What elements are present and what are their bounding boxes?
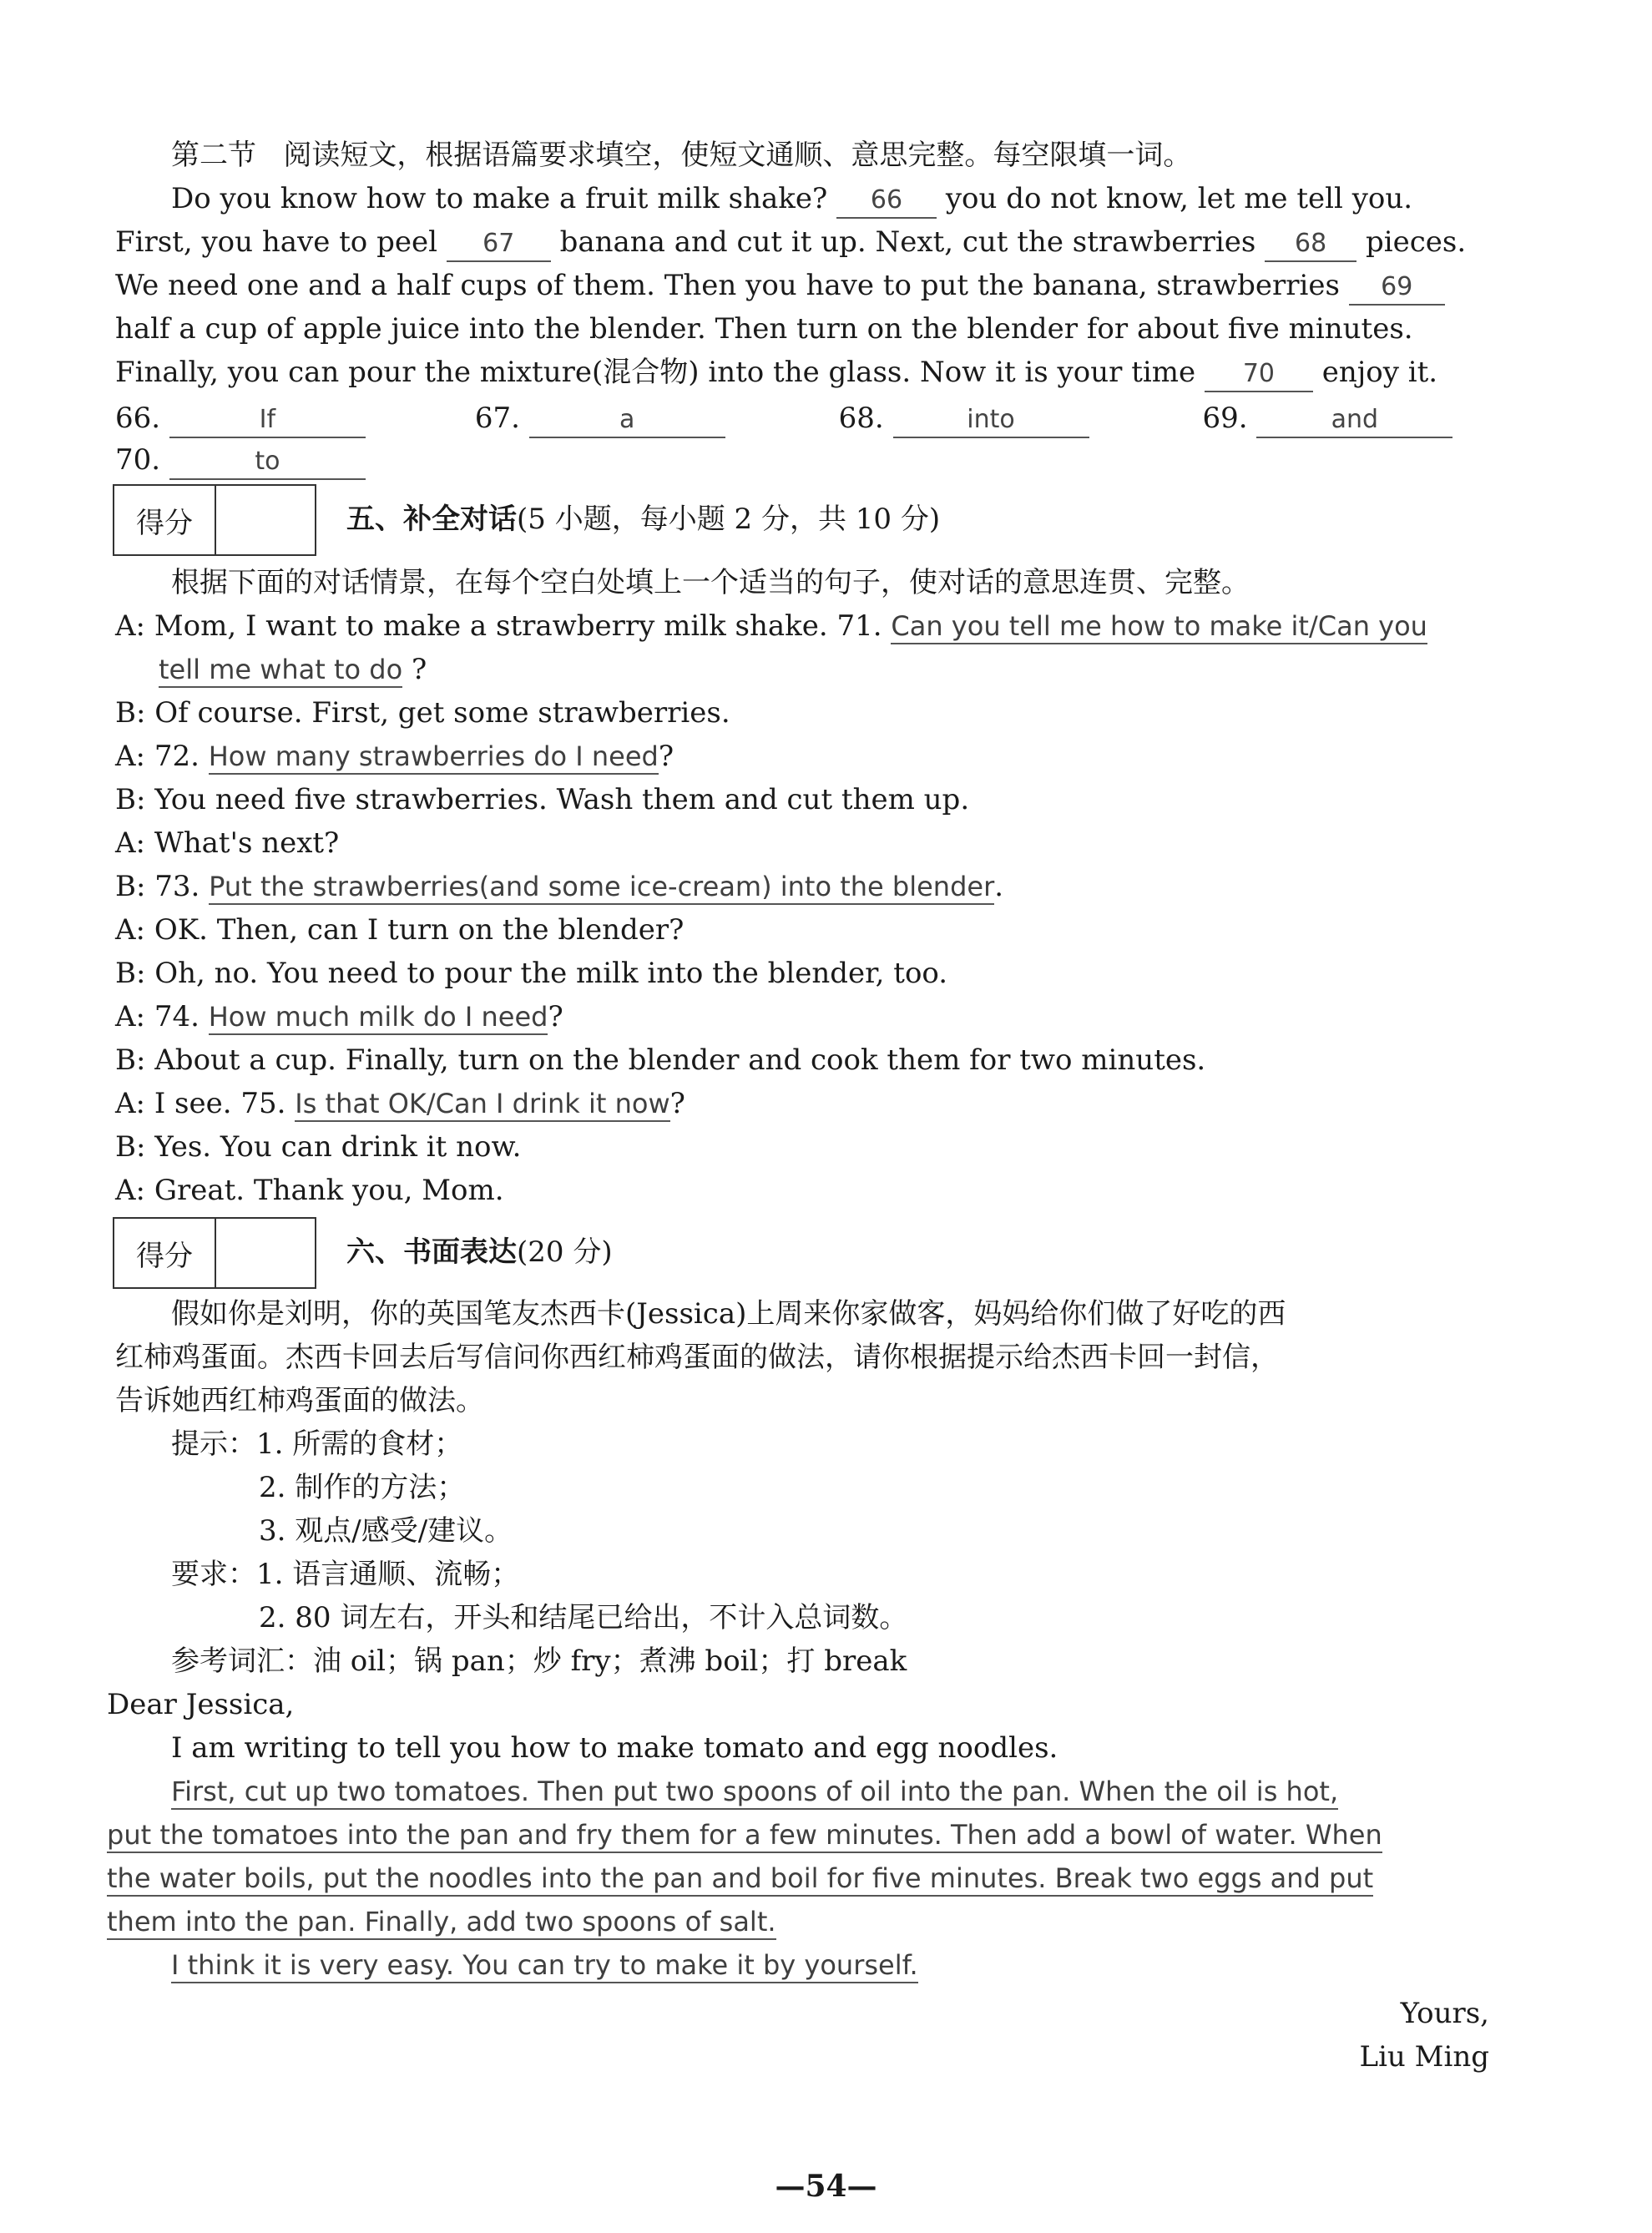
answer-number: 66. [115,402,161,435]
section6-title-note: (20 分) [517,1235,613,1269]
dialogue-line: B: Yes. You can drink it now. [115,1130,522,1164]
hint-line: 3. 观点/感受/建议。 [259,1514,513,1548]
task-intro: 红柿鸡蛋面。杰西卡回去后写信问你西红柿鸡蛋面的做法，请你根据提示给杰西卡回一封信， [115,1341,1279,1374]
letter-body-line [171,1770,1557,1813]
page-number: —54— [775,2169,877,2204]
score-field[interactable] [216,1219,315,1287]
answer-66: If [169,403,366,438]
dialogue-line-71b [159,648,1544,691]
passage-line-3 [115,264,1501,307]
letter-opening: I am writing to tell you how to make tomato and egg noodles. [171,1731,1058,1765]
answer-72: How many strawberries do I need [209,740,659,775]
blank-69: 69 [1349,270,1445,306]
dialogue-line-73 [115,865,1501,908]
passage-text: We need one and a half cups of them. Then you have to put the banana, strawberries [115,269,1340,302]
dialogue-line: B: You need five strawberries. Wash them and cut them up. [115,783,970,816]
answer-number: 70. [115,443,161,477]
task-intro: 假如你是刘明，你的英国笔友杰西卡(Jessica)上周来你家做客，妈妈给你们做了好吃的西 [171,1297,1286,1331]
passage-line-1 [171,177,1557,220]
requirement-line: 要求：1. 语言通顺、流畅； [171,1558,520,1591]
passage-text: banana and cut it up. Next, cut the strawberries [559,225,1256,259]
dialogue-line: B: Of course. First, get some strawberries. [115,696,730,730]
letter-body-line [171,1943,1557,1987]
answer-75: Is that OK/Can I drink it now [295,1088,669,1122]
letter-closing: Yours, [1400,1997,1489,2030]
section5-title-note: (5 小题，每小题 2 分，共 10 分) [517,503,941,536]
answer-row-2 [115,438,1501,482]
dialogue-line-71 [115,604,1501,648]
reading-heading-text: 阅读短文，根据语篇要求填空，使短文通顺、意思完整。每空限填一词。 [283,139,1192,172]
hint-line: 2. 制作的方法； [259,1471,466,1504]
hint-line: 提示：1. 所需的食材； [171,1427,463,1461]
score-label: 得分 [114,1219,216,1287]
blank-66: 66 [836,184,937,219]
answer-68: into [893,403,1089,438]
task-intro: 告诉她西红柿鸡蛋面的做法。 [115,1384,484,1417]
letter-salutation: Dear Jessica, [107,1688,295,1721]
dialogue-line: A: OK. Then, can I turn on the blender? [115,913,685,947]
answer-69: and [1256,403,1452,438]
dialogue-line: A: What's next? [115,826,340,860]
dialogue-line-75 [115,1082,1501,1125]
passage-text: pieces. [1365,225,1467,259]
dialogue-text: B: 73. [115,870,200,903]
answer-71-part2: tell me what to do [159,654,402,688]
score-field[interactable] [216,486,315,554]
answer-essay-text: them into the pan. Finally, add two spoons of salt. [107,1906,776,1940]
answer-number: 67. [474,402,520,435]
section6-title [346,1230,613,1274]
answer-row-1 [115,397,1501,440]
dialogue-text: A: 72. [115,740,200,773]
passage-line-2 [115,220,1501,264]
letter-body-line [107,1813,1493,1857]
dialogue-text: A: 74. [115,1000,200,1033]
section5-instruction: 根据下面的对话情景，在每个空白处填上一个适当的句子，使对话的意思连贯、完整。 [171,566,1250,599]
answer-number: 69. [1202,402,1248,435]
dialogue-punct: ? [548,1000,563,1033]
passage-text: you do not know, let me tell you. [945,182,1413,215]
dialogue-line: B: About a cup. Finally, turn on the blender and cook them for two minutes. [115,1043,1206,1077]
passage-text: enjoy it. [1321,356,1438,389]
dialogue-punct: ? [669,1087,685,1120]
dialogue-text: A: Mom, I want to make a strawberry milk shake. 71. [115,609,882,643]
dialogue-punct: . [994,870,1004,903]
passage-text: Do you know how to make a fruit milk shake? [171,182,828,215]
answer-73: Put the strawberries(and some ice-cream) into the blender [209,871,994,905]
passage-line-4 [115,307,1501,351]
vocabulary-line: 参考词汇：油 oil；锅 pan；炒 fry；煮沸 boil；打 break [171,1644,907,1678]
letter-signature: Liu Ming [1359,2040,1489,2074]
requirement-line: 2. 80 词左右，开头和结尾已给出，不计入总词数。 [259,1601,908,1634]
section5-title [346,498,940,541]
reading-heading [171,134,1557,177]
reading-heading-label: 第二节 [171,139,256,172]
section6-title-text: 六、书面表达 [346,1235,517,1269]
score-label: 得分 [114,486,216,554]
dialogue-text: A: I see. 75. [115,1087,286,1120]
answer-essay-text: I think it is very easy. You can try to make it by yourself. [171,1949,918,1983]
blank-67: 67 [447,227,551,262]
dialogue-line: B: Oh, no. You need to pour the milk into the blender, too. [115,957,948,990]
answer-67: a [529,403,725,438]
answer-74: How much milk do I need [209,1001,548,1035]
answer-essay-text: put the tomatoes into the pan and fry them for a few minutes. Then add a bowl of water. When [107,1819,1382,1853]
answer-number: 68. [838,402,884,435]
dialogue-line-72 [115,735,1501,778]
dialogue-punct: ? [412,653,427,686]
dialogue-line: A: Great. Thank you, Mom. [115,1174,504,1207]
answer-essay-text: the water boils, put the noodles into the pan and boil for five minutes. Break two eggs and put [107,1862,1373,1897]
score-box-section6 [113,1217,316,1289]
score-box-section5 [113,484,316,556]
letter-body-line [107,1857,1493,1900]
dialogue-line-74 [115,995,1501,1038]
section5-title-text: 五、补全对话 [346,503,517,536]
letter-body-line [107,1900,1493,1943]
passage-text: Finally, you can pour the mixture(混合物) into the glass. Now it is your time [115,356,1196,389]
blank-70: 70 [1205,357,1313,392]
passage-text: half a cup of apple juice into the blender. Then turn on the blender for about five minutes. [115,312,1413,346]
answer-71-part1: Can you tell me how to make it/Can you [891,610,1427,644]
answer-70: to [169,445,366,480]
passage-text: First, you have to peel [115,225,437,259]
dialogue-punct: ? [658,740,674,773]
blank-68: 68 [1265,227,1356,262]
answer-essay-text: First, cut up two tomatoes. Then put two spoons of oil into the pan. When the oil is hot, [171,1776,1338,1810]
passage-line-5 [115,351,1501,394]
